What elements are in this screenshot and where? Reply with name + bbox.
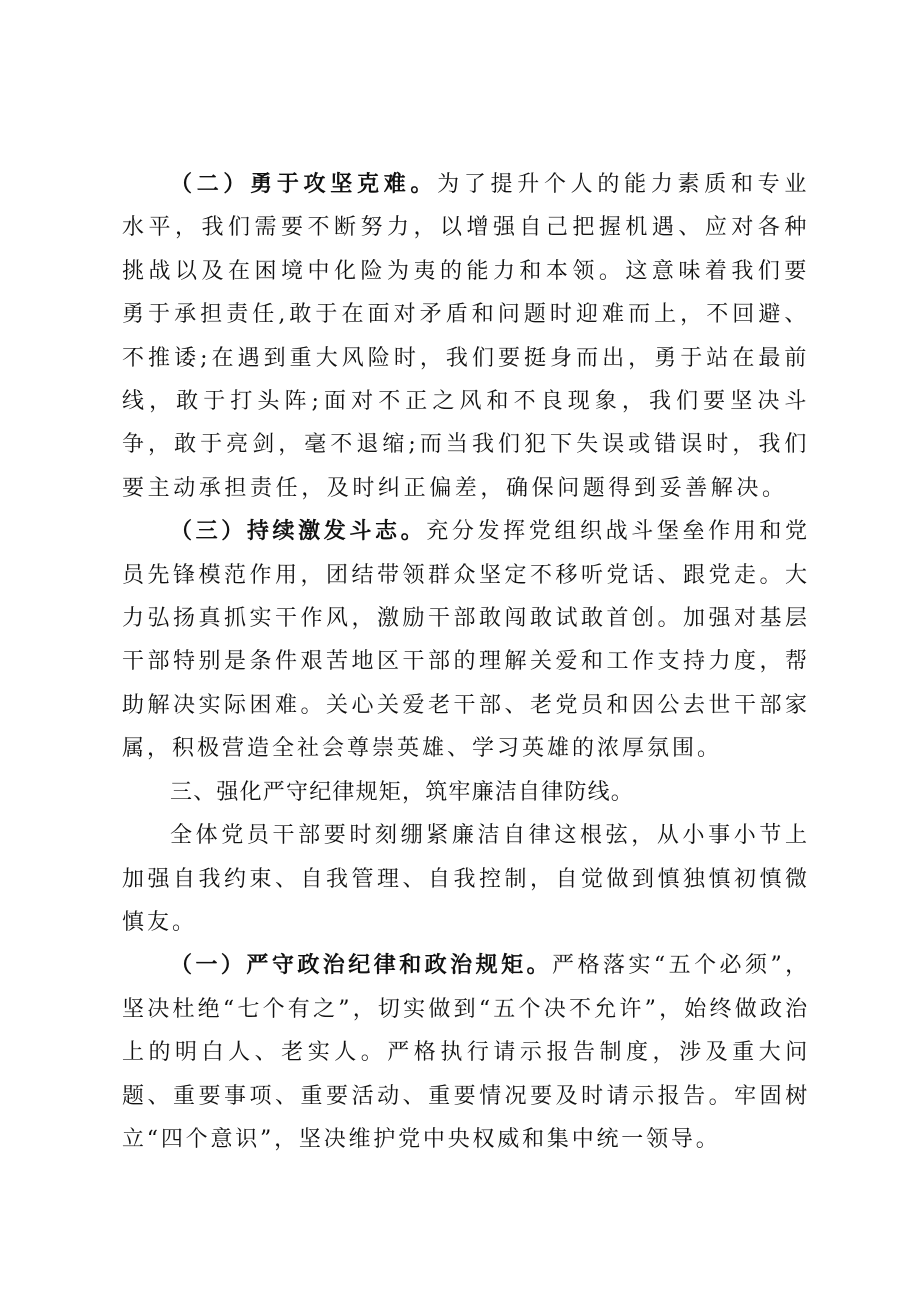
- section-intro: 全体党员干部要时刻绷紧廉洁自律这根弦，从小事小节上加强自我约束、自我管理、自我控制，自觉做到慎独慎初慎微慎友。: [122, 823, 810, 935]
- paragraph-lead-courage: （二）勇于攻坚克难。: [170, 172, 438, 197]
- paragraph-discipline: [122, 944, 810, 1161]
- section-heading: 三、强化严守纪律规矩，筑牢廉洁自律防线。: [170, 779, 635, 805]
- paragraph-lead-discipline: （一）严守政治纪律和政治规矩。: [170, 953, 553, 979]
- paragraph-text-discipline: 严格落实“五个必须”，坚决杜绝“七个有之”，切实做到“五个决不允许”，始终做政治上的明白人、老实人。严格执行请示报告制度，涉及重大问题、重要事项、重要活动、重要情况要及时请示报告。牢固树立“四个意识”，坚决维护党中央权威和集中统一领导。: [122, 953, 810, 1152]
- document-body: [122, 163, 810, 1161]
- paragraph-lead-morale: （三）持续激发斗志。: [170, 519, 427, 545]
- paragraph-text-courage: 为了提升个人的能力素质和专业水平，我们需要不断努力，以增强自己把握机遇、应对各种挑战以及在困境中化险为夷的能力和本领。这意味着我们要勇于承担责任,敢于在面对矛盾和问题时迎难而上，不回避、不推诿;在遇到重大风险时，我们要挺身而出，勇于站在最前线，敢于打头阵;面对不正之风和不良现象，我们要坚决斗争，敢于亮剑，毫不退缩;而当我们犯下失误或错误时，我们要主动承担责任，及时纠正偏差，确保问题得到妥善解决。: [122, 172, 810, 501]
- paragraph-courage: [122, 163, 810, 510]
- paragraph-text-morale: 充分发挥党组织战斗堡垒作用和党员先锋模范作用，团结带领群众坚定不移听党话、跟党走。大力弘扬真抓实干作风，激励干部敢闯敢试敢首创。加强对基层干部特别是条件艰苦地区干部的理解关爱和工作支持力度，帮助解决实际困难。关心关爱老干部、老党员和因公去世干部家属，积极营造全社会尊崇英雄、学习英雄的浓厚氛围。: [122, 519, 810, 762]
- paragraph-morale: [122, 510, 810, 770]
